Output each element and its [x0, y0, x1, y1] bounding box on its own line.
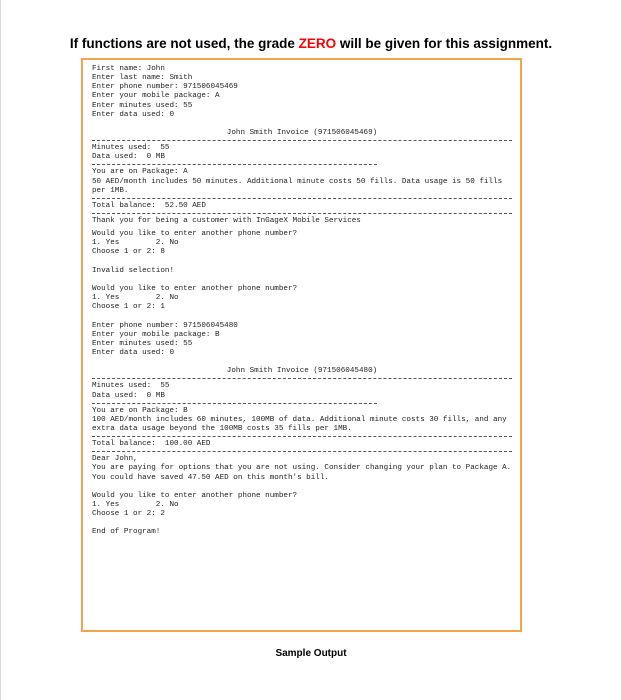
- thank-you-line: Thank you for being a customer with InGageX Mobile Services: [92, 217, 361, 225]
- console-line: Data used: 0 MB: [92, 153, 165, 162]
- separator: [92, 403, 377, 404]
- separator: [92, 436, 512, 437]
- separator: [92, 140, 512, 141]
- console-line: Minutes used: 55: [92, 382, 170, 391]
- package-details: 50 AED/month includes 50 minutes. Additional minute costs 50 fills. Data usage is 50 fills per 1MB.: [92, 177, 503, 195]
- console-line: You are on Package: B: [92, 406, 188, 415]
- heading-text-before: If functions are not used, the grade: [69, 36, 299, 51]
- end-of-program: End of Program!: [92, 528, 161, 537]
- console-line: Choose 1 or 2: 8: [92, 248, 165, 257]
- console-line: Enter minutes used: 55: [92, 339, 193, 348]
- separator: [92, 378, 512, 379]
- console-line: Dear John,: [92, 455, 138, 464]
- heading-text-after: will be given for this assignment.: [336, 36, 553, 51]
- page-edge-left: [0, 0, 1, 700]
- sample-output-caption: Sample Output: [275, 648, 347, 659]
- console-line: Enter your mobile package: A: [92, 92, 220, 101]
- console-line: Enter data used: 0: [92, 348, 175, 357]
- console-line: Enter data used: 0: [92, 110, 175, 119]
- separator: [92, 451, 512, 452]
- console-line: Enter minutes used: 55: [92, 101, 193, 110]
- total-balance: Total balance: 100.00 AED: [92, 440, 211, 449]
- console-line: Would you like to enter another phone number?: [92, 230, 298, 239]
- total-balance: Total balance: 52.50 AED: [92, 201, 206, 210]
- invoice-title: John Smith Invoice (971506045469): [226, 128, 378, 137]
- console-line: First name: John: [92, 65, 165, 73]
- console-line: Would you like to enter another phone number?: [92, 284, 298, 293]
- invalid-selection: Invalid selection!: [92, 266, 175, 275]
- sample-output-console: [81, 58, 522, 632]
- console-line: Data used: 0 MB: [92, 391, 165, 400]
- advice-message: You are paying for options that you are not using. Consider changing your plan to Package A. You could have saved 47.50 AED on this month's bill.: [92, 464, 512, 482]
- separator: [92, 198, 512, 199]
- console-line: Would you like to enter another phone number?: [92, 491, 298, 500]
- console-line: You are on Package: A: [92, 168, 188, 177]
- invoice-title: John Smith Invoice (971506045480): [226, 367, 378, 376]
- console-line: Enter your mobile package: B: [92, 330, 220, 339]
- console-line: 1. Yes 2. No: [92, 501, 179, 509]
- package-details: 100 AED/month includes 60 minutes, 100MB of data. Additional minute costs 30 fills, and any extra data usage beyond the 100MB costs 35 fills per 1MB.: [92, 415, 507, 433]
- console-line: Minutes used: 55: [92, 144, 170, 153]
- heading-highlight-zero: ZERO: [298, 36, 337, 51]
- console-line: Choose 1 or 2: 2: [92, 510, 165, 519]
- separator: [92, 164, 377, 165]
- console-line: 1. Yes 2. No: [92, 294, 179, 303]
- console-line: Choose 1 or 2: 1: [92, 303, 165, 312]
- console-line: Enter phone number: 971506045480: [92, 321, 238, 330]
- console-line: Enter last name: Smith: [92, 74, 193, 83]
- console-line: 1. Yes 2. No: [92, 239, 179, 248]
- console-line: Enter phone number: 971506045469: [92, 83, 238, 92]
- assignment-warning-heading: [0, 36, 622, 51]
- separator: [92, 213, 512, 214]
